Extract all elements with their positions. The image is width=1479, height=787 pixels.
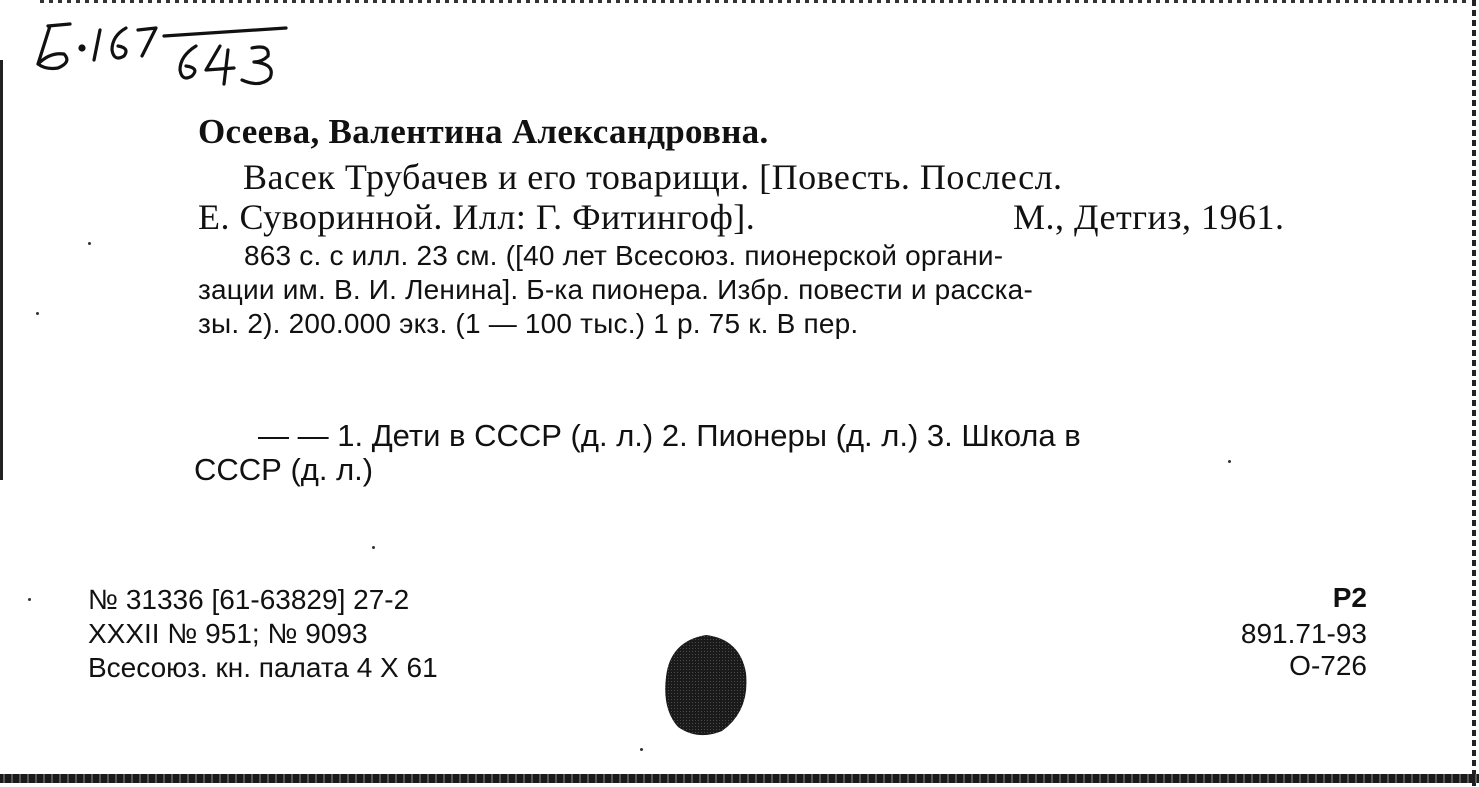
registration-series: XXXII № 951; № 9093 [88, 618, 368, 649]
punch-hole [662, 633, 748, 739]
subject-headings-line-2: СССР (д. л.) [194, 452, 374, 487]
registration-number: № 31336 [61-63829] 27-2 [88, 584, 410, 615]
imprint: М., Детгиз, 1961. [1013, 197, 1285, 237]
collation-line-2: зации им. В. И. Ленина]. Б-ка пионера. Избр. повести и расска- [198, 274, 1033, 305]
speck [372, 546, 375, 549]
card-top-edge [40, 0, 1470, 3]
speck [88, 242, 91, 245]
collation-line-3: зы. 2). 200.000 экз. (1 — 100 тыс.) 1 р. 75 к. В пер. [198, 308, 859, 339]
title-line-2 [198, 196, 1285, 238]
title-line-2-credits: Е. Суворинной. Илл: Г. Фитингоф]. [198, 197, 756, 237]
card-bottom-edge [0, 774, 1479, 783]
card-left-edge [0, 60, 3, 480]
speck [28, 598, 31, 601]
speck [640, 748, 643, 751]
author-mark: О-726 [1289, 650, 1367, 681]
classification-udc: 891.71-93 [1240, 618, 1367, 649]
speck [1228, 460, 1231, 463]
card-right-edge [1472, 0, 1476, 787]
collation-line-1: 863 с. с илл. 23 см. ([40 лет Всесоюз. пионерской органи- [244, 240, 1004, 271]
author-heading: Осеева, Валентина Александровна. [198, 112, 769, 151]
speck [36, 312, 39, 315]
classification-code: Р2 [1332, 582, 1367, 613]
handwritten-shelf-mark [30, 8, 290, 88]
registration-chamber: Всесоюз. кн. палата 4 X 61 [88, 652, 438, 683]
subject-headings-line-1: — — 1. Дети в СССР (д. л.) 2. Пионеры (д. л.) 3. Школа в [258, 418, 1081, 453]
title-line-1: Васек Трубачев и его товарищи. [Повесть. Послесл. [243, 157, 1063, 197]
